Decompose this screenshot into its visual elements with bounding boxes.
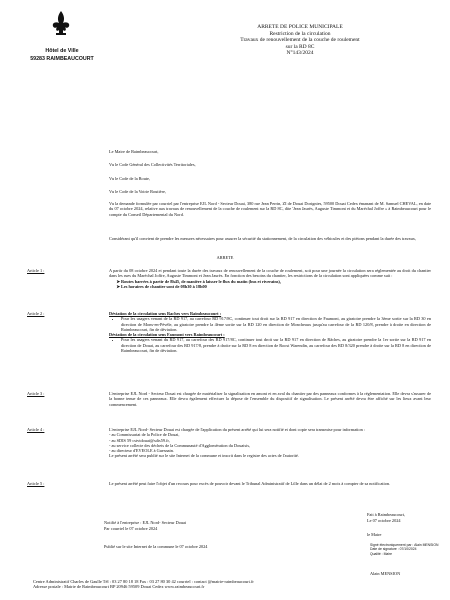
detour-2-list xyxy=(109,337,431,353)
title-line: Travaux de renouvellement de la couche de roulement xyxy=(240,37,360,44)
article-3-text: L'entreprise EJL Nord - Secteur Douai est chargée de matérialiser la signalisation en amont et en aval du chantier par des panneaux conformes à la réglementation. Elle devra s'assurer de la bonne tenue de ces panneaux. Elle devra également effectuer la dépose de l'ensemble du dispositif de signalisation. Le présent arrêté devra être affiché sur les lieux avant leur commencement. xyxy=(109,391,431,407)
e-signature-line: Date de signature : 07/10/2024 xyxy=(370,547,417,552)
article-1-text: A partir du 08 octobre 2024 et pendant toute la durée des travaux de renouvellement de la couche de roulement, soit pour une journée la circulation sera réglementée au droit du chantier dans les rues du Maréchal Joffre, Auguste Timmont et Jean Jaurès. En fonction des besoins du chantier, les restrictions de la circulation sont appliquées comme suit : xyxy=(109,268,431,279)
article-1-bullets xyxy=(109,279,431,290)
page-footer xyxy=(33,579,433,590)
list-item: ➤ Routes barrées à partir de 8h45, de manière à laisser le flux du matin (bus et riverains), xyxy=(121,279,431,284)
signature-role: le Maire xyxy=(367,532,382,537)
electronic-signature-box xyxy=(370,543,450,556)
org-name: Hôtel de Ville xyxy=(45,48,79,54)
publication-line: Publié sur le site Internet de la commune le 07 octobre 2024 xyxy=(104,544,208,549)
signatory-name: Alain MENSION xyxy=(370,571,401,576)
article-4-label: Article 4 : xyxy=(27,427,45,432)
list-item: - au service collecte des déchets de la Communauté d'Agglomération du Douaisis, xyxy=(109,442,251,448)
title-line: Restriction de la circulation xyxy=(269,30,331,37)
article-2-label: Article 2 : xyxy=(27,311,45,316)
e-signature-line: Signé électroniquement par : Alain MENSION xyxy=(370,543,439,547)
signature-line: Le 07 octobre 2024 xyxy=(367,517,401,523)
mayor-line: Le Maire de Raimbeaucourt, xyxy=(109,149,159,154)
org-block xyxy=(22,47,102,63)
fleur-de-lis-coat-of-arms-icon xyxy=(48,10,74,40)
detour-1-list xyxy=(109,316,431,332)
article-1-label: Article 1 : xyxy=(27,268,45,273)
footer-address: Adresse postale : Mairie de Raimbeaucourt BP 20946 59509 Douai Cedex www.raimbeaucourt.fr xyxy=(33,584,205,590)
notification-line: Par courriel le 07 octobre 2024 xyxy=(104,525,158,531)
title-line: N°143/2024 xyxy=(286,50,314,57)
article-3-label: Article 3 : xyxy=(27,391,45,396)
list-item: • Pour les usagers venant du RD 917, au carrefour des RD 917/8C, continuer tout droit sur la RD 917 en direction de Râches, au giratoire prendre la 1er sortie sur la RD 917 en direction de Douai, au carrefour des RD 917/8, prendre à droite sur la RD 8 en direction de Roost Warendin, au carrefour des RD 8/320 prendre à droite sur la RD 8 en direction de Raimbeaucourt, fin de déviation. xyxy=(121,337,431,353)
notification-line: Notifié à l'entreprise : EJL Nord- Secteur Douai xyxy=(104,520,187,525)
list-item: - au directeur d'EVEOLE à Guesnain. xyxy=(109,448,174,454)
list-item: - au SDIS 59 cstvtdouai@sdis59.fr, xyxy=(109,437,170,443)
title-line: ARRETE DE POLICE MUNICIPALE xyxy=(257,24,343,30)
article-2 xyxy=(109,311,431,353)
list-item: ➤ Les horaires de chantier sont de 08h30 à 18h00 xyxy=(121,284,431,289)
signature-place-date xyxy=(367,512,447,523)
title-line: sur la RD 8C xyxy=(285,43,315,50)
list-item: • Pour les usagers venant de la RD 917, au carrefour RD 917/8C, continuer tout droit sur la RD 917 en direction de Faumont, au giratoire prendre la 3ème sortie sur la RD 30 en direction de Mons-en-Pévèle, au giratoire prendre la 4ème sortie sur la RD 120 en direction de Moncheaux jusqu'au carrefour de la RD 120/8, prendre à droite en direction de Raimbeaucourt, fin de déviation. xyxy=(121,316,431,332)
notification-block xyxy=(104,520,304,531)
decree-title xyxy=(150,24,450,57)
e-signature-line: Qualité : Maire xyxy=(370,551,393,556)
legal-ref-route: Vu le Code de la Route, xyxy=(109,176,151,181)
article-5-text: Le présent arrêté peut faire l'objet d'un recours pour excès de pouvoir devant le Tribunal Administratif de Lille dans un délai de 2 mois à compter de sa notification. xyxy=(109,481,391,486)
article-4 xyxy=(109,427,431,459)
footer-contact: Centre Administratif Charles de Gaulle Tél : 03 27 80 18 18 Fax : 03 27 80 30 42 courriel : contact @mairie-raimbeaucourt.fr xyxy=(33,579,254,584)
article-5-label: Article 5 : xyxy=(27,481,45,486)
detour-2-title: Déviation de la circulation sens Faumont vers Raimbeaucourt : xyxy=(109,332,225,338)
article-4-text: L'entreprise EJL Nord- Secteur Douai est chargée de l'application du présent arrêté qui lui sera notifié et dont copie sera transmise pour information : xyxy=(109,427,366,432)
org-address: 59283 RAIMBEAUCOURT xyxy=(30,56,94,62)
article-4-tail: Le présent arrêté sera publié sur le site Internet de la commune et inscrit dans le registre des actes de l'autorité. xyxy=(109,453,299,459)
legal-ref-voirie: Vu le Code de la Voirie Routière, xyxy=(109,189,166,194)
signature-line: Fait à Raimbeaucourt, xyxy=(367,512,406,517)
detour-1-title: Déviation de la circulation sens Raches vers Raimbeaucourt : xyxy=(109,311,222,316)
considering-paragraph: Considérant qu'il convient de prendre les mesures nécessaires pour assurer la sécurité du stationnement, de la circulation des véhicules et des piétons pendant la durée des travaux, xyxy=(109,236,416,241)
legal-ref-cgct: Vu le Code Général des Collectivités Territoriales, xyxy=(109,162,196,167)
arrete-heading: ARRETE xyxy=(216,255,234,260)
list-item: - au Commissariat de la Police de Douai, xyxy=(109,432,180,438)
request-paragraph: Vu la demande formulée par courriel par l'entreprise EJL Nord - Secteur Douai, 380 rue Jean Perrin, ZI de Douai Dorignies, 59500 Douai Cedex émanant de M. Samuel CHEVAL, en date du 07 octobre 2024, relative aux travaux de renouvellement de la couche de roulement sur la RD 8C, dite 'Jean Jaurès, Auguste Timmont et du Maréchal Joffre » à Raimbeaucourt pour le compte du Conseil Départemental du Nord. xyxy=(109,201,431,217)
article-1 xyxy=(109,268,431,289)
